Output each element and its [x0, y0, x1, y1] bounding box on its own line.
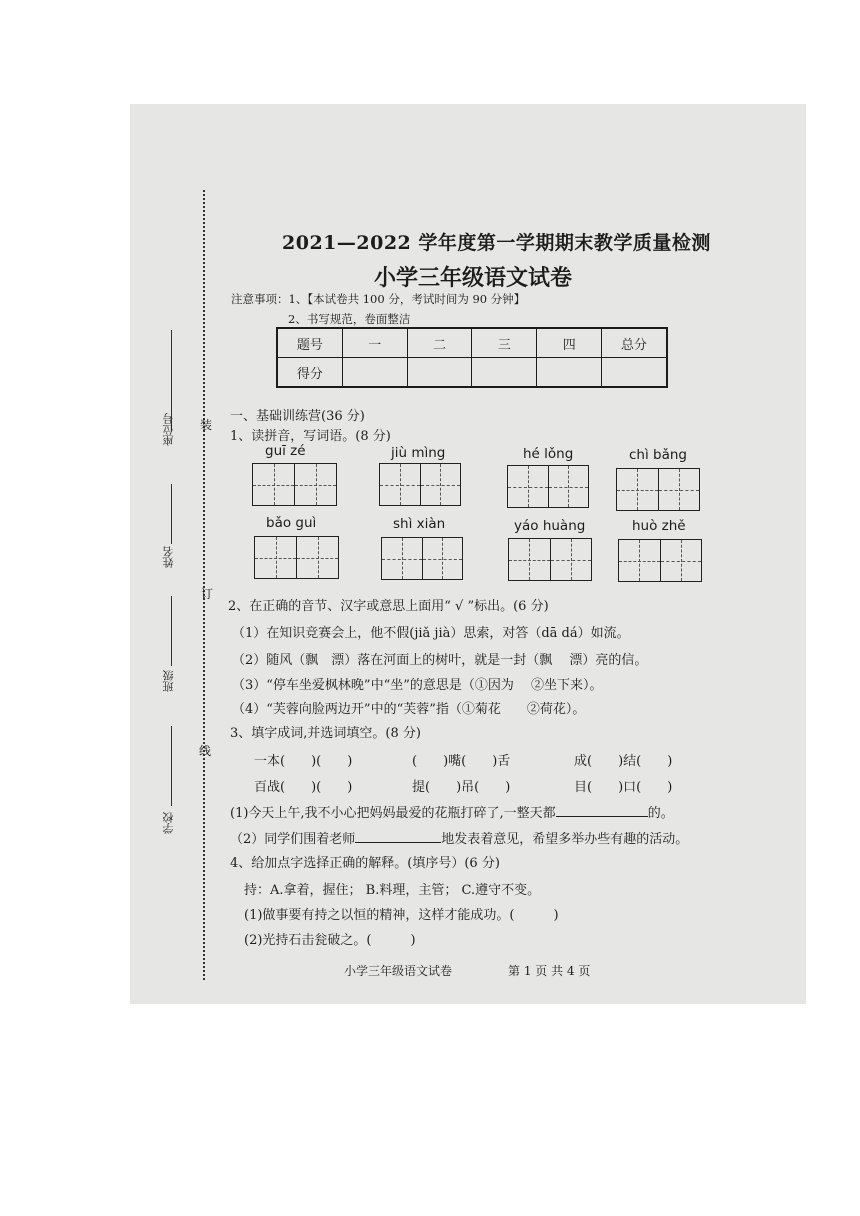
q3-blank-2[interactable]	[355, 829, 441, 843]
name-line	[171, 484, 172, 544]
score-header-cell: 总分	[602, 328, 667, 358]
tianzige-box[interactable]	[508, 538, 592, 581]
tianzige-box[interactable]	[616, 468, 700, 511]
tianzige-box[interactable]	[381, 537, 463, 580]
q1-prompt: 1、读拼音，写词语。(8 分)	[230, 429, 391, 444]
pinyin-label: huò zhě	[632, 518, 686, 534]
score-table	[276, 327, 668, 388]
pinyin-label: guī zé	[265, 443, 306, 459]
q4-prompt: 4、给加点字选择正确的解释。(填序号）(6 分)	[230, 856, 500, 871]
score-row-label: 得分	[277, 358, 342, 388]
tianzige-box[interactable]	[379, 463, 461, 506]
score-header-cell: 一	[342, 328, 407, 358]
q2-item: （1）在知识竞赛会上，他不假(jiǎ jià）思索，对答（dā dá）如流。	[232, 626, 630, 641]
score-cell	[602, 358, 667, 388]
footer-page-number: 第 1 页 共 4 页	[508, 964, 591, 978]
q4-definitions: 持：A.拿着，握住； B.料理，主管； C.遵守不变。	[244, 883, 541, 898]
pinyin-label: jiù mìng	[391, 445, 446, 461]
name-label: 姓名	[162, 546, 175, 568]
q3-word-fill[interactable]: ( )嘴( )舌	[412, 754, 511, 769]
tianzige-box[interactable]	[252, 463, 337, 506]
pinyin-label: chì bǎng	[629, 447, 687, 463]
pinyin-label: hé lǒng	[523, 446, 574, 462]
notes-line-1	[231, 291, 525, 307]
pinyin-label: bǎo guì	[266, 515, 317, 531]
q3-word-fill[interactable]: 百战( )( )	[254, 780, 353, 795]
school-label: 学校	[162, 812, 175, 834]
class-line	[171, 596, 172, 666]
q3-sentence-2-end: 地发表着意见，希望多举办些有趣的活动。	[441, 832, 689, 847]
exam-title: 2021—2022 学年度第一学期期末教学质量检测	[282, 232, 711, 254]
q2-item: （2）随风（飘 漂）落在河面上的树叶，就是一封（飘 漂）亮的信。	[232, 653, 648, 668]
q3-sentence-1	[230, 802, 674, 821]
pinyin-label: shì xiàn	[393, 516, 446, 532]
section-1-title: 一、基础训练营(36 分)	[230, 409, 365, 424]
tianzige-box[interactable]	[507, 465, 589, 508]
school-line	[171, 726, 172, 806]
q3-sentence-1-end: 的。	[647, 806, 674, 821]
score-header-cell: 三	[472, 328, 537, 358]
score-cell	[472, 358, 537, 388]
score-header-cell: 四	[537, 328, 602, 358]
note-1: 1、【本试卷共 100 分，考试时间为 90 分钟】	[288, 292, 526, 306]
binding-mark-zhuang: 装	[200, 418, 213, 432]
seat-number-label: 座位号	[162, 413, 175, 446]
q2-item: （3）“停车坐爱枫林晚”中“坐”的意思是（①因为 ②坐下来）。	[232, 678, 603, 693]
q3-word-fill[interactable]: 提( )吊( )	[412, 780, 511, 795]
q3-prompt: 3、填字成词,并选词填空。(8 分)	[230, 726, 421, 741]
q4-sentence-2[interactable]: (2)光持石击瓮破之。( )	[244, 933, 416, 948]
tianzige-box[interactable]	[254, 536, 339, 579]
binding-mark-ding: 订	[201, 587, 214, 601]
q3-word-fill[interactable]: 成( )结( )	[574, 754, 673, 769]
notes-label: 注意事项：	[231, 292, 289, 306]
q2-prompt: 2、在正确的音节、汉字或意思上面用“ √ ”标出。(6 分)	[228, 599, 549, 614]
class-label: 班级	[162, 670, 175, 692]
score-header-cell: 二	[407, 328, 472, 358]
q2-item: （4）“芙蓉向脸两边开”中的“芙蓉”指（①菊花 ②荷花）。	[232, 702, 586, 717]
tianzige-box[interactable]	[618, 539, 702, 582]
exam-subtitle: 小学三年级语文试卷	[374, 265, 573, 291]
score-cell	[342, 358, 407, 388]
q3-blank-1[interactable]	[556, 803, 648, 817]
q3-sentence-1-text: (1)今天上午,我不小心把妈妈最爱的花瓶打碎了,一整天都	[230, 806, 556, 821]
footer-exam-name: 小学三年级语文试卷	[344, 964, 453, 978]
note-2: 2、书写规范，卷面整洁	[288, 312, 411, 326]
score-cell	[537, 358, 602, 388]
q3-sentence-2-text: （2）同学们围着老师	[230, 832, 356, 847]
q3-sentence-2	[230, 828, 688, 847]
q3-word-fill[interactable]: 一本( )( )	[254, 754, 353, 769]
score-header-cell: 题号	[277, 328, 342, 358]
q3-word-fill[interactable]: 目( )口( )	[574, 780, 673, 795]
pinyin-label: yáo huàng	[514, 518, 586, 534]
q4-sentence-1[interactable]: (1)做事要有持之以恒的精神，这样才能成功。( )	[244, 908, 559, 923]
binding-mark-xian: 线	[199, 744, 212, 758]
score-cell	[407, 358, 472, 388]
